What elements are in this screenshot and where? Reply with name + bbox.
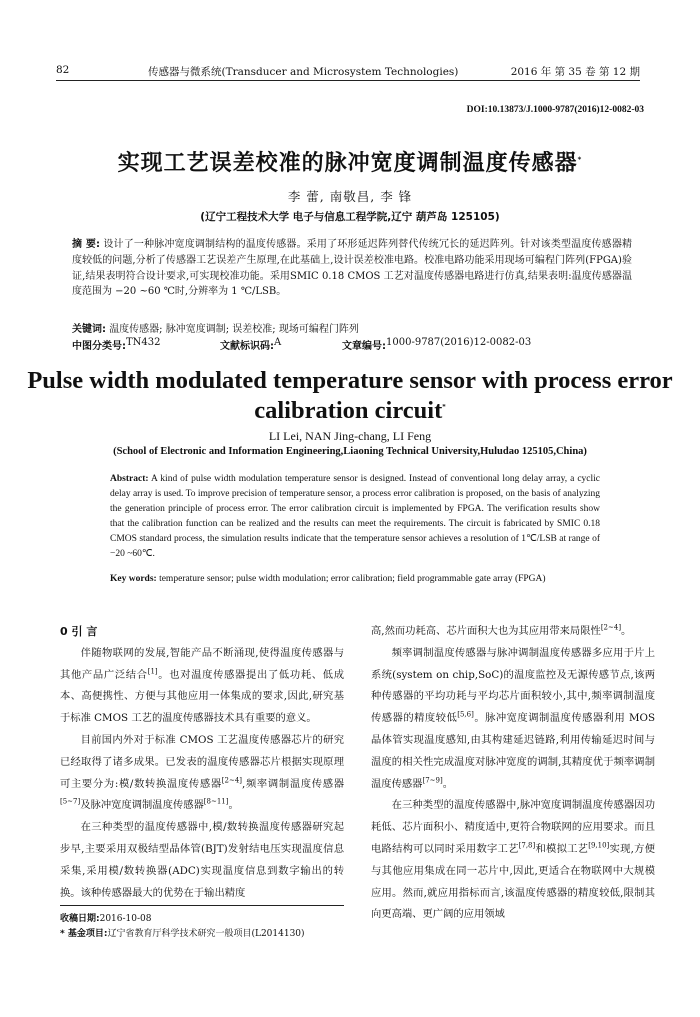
text-run: 伴随物联网的发展,智能产品不断涌现,使得温度传感器与其他产品广泛结合 [60, 646, 344, 681]
body-column-left [60, 621, 344, 904]
text-run: 目前国内外对于标准 CMOS 工艺温度传感器芯片的研究已经取得了诸多成果。已发表的温度传感器芯片根据实现原理可主要分为:模/数转换温度传感器 [60, 733, 344, 790]
chinese-keywords [72, 320, 632, 335]
intro-paragraph-5 [371, 795, 655, 926]
english-keywords-label: Key words: [110, 574, 157, 584]
received-label: 收稿日期: [60, 914, 100, 924]
running-header [56, 64, 640, 81]
text-run: 实现,方便与其他应用集成在同一芯片中,因此,更适合在物联网中大规模应用。然而,就应用指标而言,该温度传感器的精度较低,限制其向更高端、更广阔的应用领域 [371, 842, 656, 921]
intro-paragraph-1 [60, 643, 344, 730]
issue-info: 2016 年 第 35 卷 第 12 期 [510, 66, 640, 78]
article-number [342, 337, 532, 352]
citation: [9,10] [588, 841, 610, 850]
text-run: 及脉冲宽度调制温度传感器 [80, 799, 204, 812]
text-run: 。脉冲宽度调制温度传感器利用 MOS 晶体管实现温度感知,由其构建延迟链路,利用传输延迟时间与温度的相关性完成温度对脉冲宽度的调制,其精度优于频率调制温度传感器 [371, 712, 656, 790]
text-run: 。 [228, 799, 239, 812]
english-keywords-text: temperature sensor; pulse width modulation; error calibration; field programmable gate array (FPGA) [159, 574, 546, 584]
chinese-authors: 李 蕾, 南敬昌, 李 锋 [287, 189, 413, 204]
english-abstract-label: Abstract: [110, 474, 149, 484]
body-column-right [371, 621, 655, 926]
chinese-title-text: 实现工艺误差校准的脉冲宽度调制温度传感器 [117, 151, 578, 176]
received-date [60, 912, 380, 927]
document-code-label: 文献标识码: [220, 341, 274, 352]
english-abstract [110, 472, 600, 563]
text-run: 和模拟工艺 [535, 842, 589, 855]
footnotes [60, 912, 380, 942]
citation: [2~4] [600, 623, 622, 632]
text-run: ,频率调制温度传感器 [242, 777, 344, 790]
clc-number [72, 337, 161, 352]
text-run: 在三种类型的温度传感器中,脉冲宽度调制温度传感器因功耗低、芯片面积小、精度适中,更符合物联网的应用要求。而且电路结构可以同时采用数字工艺 [371, 799, 655, 855]
chinese-title [0, 146, 700, 177]
citation: [8~11] [203, 797, 229, 806]
journal-name: 传感器与微系统(Transducer and Microsystem Technologies) [148, 66, 459, 78]
chinese-keywords-label: 关键词: [72, 324, 106, 335]
received-value: 2016-10-08 [99, 914, 152, 924]
fund-value: 辽宁省教育厅科学技术研究一般项目(L2014130) [107, 929, 305, 939]
english-abstract-text: A kind of pulse width modulation temperature sensor is designed. Instead of conventional long delay array, a cyclic delay array is used. To improve precision of temperature sensor, a process error calibration is proposed, on the basis of analyzing the generation principle of process error. The error calibration circuit is implemented by FPGA. The verification results show that the calibration function can be realized and the results can meet the requirements. The circuit is fabricated by SMIC 0.18 CMOS standard process, the simulation results indicate that the temperature sensor achieves a resolution of 1℃/LSB at range of −20 ~60℃. [110, 474, 600, 560]
english-title [0, 366, 700, 426]
citation: [1] [147, 667, 158, 676]
chinese-abstract-text: 设计了一种脉冲宽度调制结构的温度传感器。采用了环形延迟阵列替代传统冗长的延迟阵列。针对该类型温度传感器精度较低的问题,分析了传感器工艺误差产生原理,在此基础上,设计误差校准电路。校准电路功能采用现场可编程门阵列(FPGA)验证,结果表明符合设计要求,可实现校准功能。采用SMIC 0.18 CMOS 工艺对温度传感器电路进行仿真,结果表明:温度传感器温度范围为 −20 ~60 ℃时,分辨率为 1 ℃/LSB。 [72, 239, 633, 298]
english-keywords [110, 572, 600, 587]
chinese-abstract [72, 237, 632, 300]
article-number-value: 1000-9787(2016)12-0082-03 [386, 337, 532, 348]
chinese-title-footnote-mark: * [577, 155, 583, 164]
intro-paragraph-3: 在三种类型的温度传感器中,模/数转换温度传感器研究起步早,主要采用双极结型晶体管(BJT)发射结电压实现温度信息采集,采用模/数转换器(ADC)实现温度信息到数字输出的转换。该种传感器最大的优势在于输出精度 [60, 821, 344, 899]
english-title-text: Pulse width modulated temperature sensor with process error calibration circuit [27, 367, 673, 424]
chinese-keywords-text: 温度传感器; 脉冲宽度调制; 误差校准; 现场可编程门阵列 [109, 324, 359, 335]
intro-paragraph-4 [371, 643, 655, 796]
fund-label: * 基金项目: [60, 929, 108, 939]
chinese-abstract-label: 摘 要: [72, 239, 100, 250]
clc-value: TN432 [126, 337, 161, 348]
article-number-label: 文章编号: [342, 341, 386, 352]
text-run: 。也对温度传感器提出了低功耗、低成本、高便携性、方便与其他应用一体集成的要求,因此,研究基于标准 CMOS 工艺的温度传感器技术具有重要的意义。 [60, 668, 345, 725]
document-code-value: A [274, 337, 282, 348]
citation: [5,6] [457, 710, 474, 719]
page-number: 82 [56, 64, 70, 76]
section-heading: 0 引 言 [60, 625, 98, 638]
english-authors: LI Lei, NAN Jing-chang, LI Feng [268, 429, 432, 443]
citation: [5~7] [60, 797, 81, 806]
chinese-affiliation: (辽宁工程技术大学 电子与信息工程学院,辽宁 葫芦岛 125105) [200, 211, 500, 223]
doi: DOI:10.13873/J.1000-9787(2016)12-0082-03 [466, 105, 644, 115]
intro-paragraph-3-continued [371, 621, 655, 643]
text-run: 频率调制温度传感器与脉冲调制温度传感器多应用于片上系统(system on chip,SoC)的温度监控及无源传感节点,该两种传感器的平均功耗与平均芯片面积较小,其中,频率调制温度传感器的精度较低 [371, 646, 655, 725]
fund-project [60, 927, 380, 942]
text-run: 。 [442, 777, 454, 790]
english-affiliation: (School of Electronic and Information Engineering,Liaoning Technical University,Huludao 125105,China) [113, 446, 587, 457]
clc-label: 中图分类号: [72, 341, 126, 352]
citation: [7,8] [518, 841, 536, 850]
english-title-footnote-mark: * [442, 402, 446, 411]
intro-paragraph-2 [60, 730, 344, 817]
citation: [7~9] [422, 776, 443, 785]
text-run: 高,然而功耗高、芯片面积大也为其应用带来局限性 [371, 625, 601, 637]
footnote-divider [60, 905, 344, 906]
citation: [2~4] [221, 776, 243, 785]
text-run: 。 [621, 625, 632, 637]
document-code [220, 337, 282, 352]
